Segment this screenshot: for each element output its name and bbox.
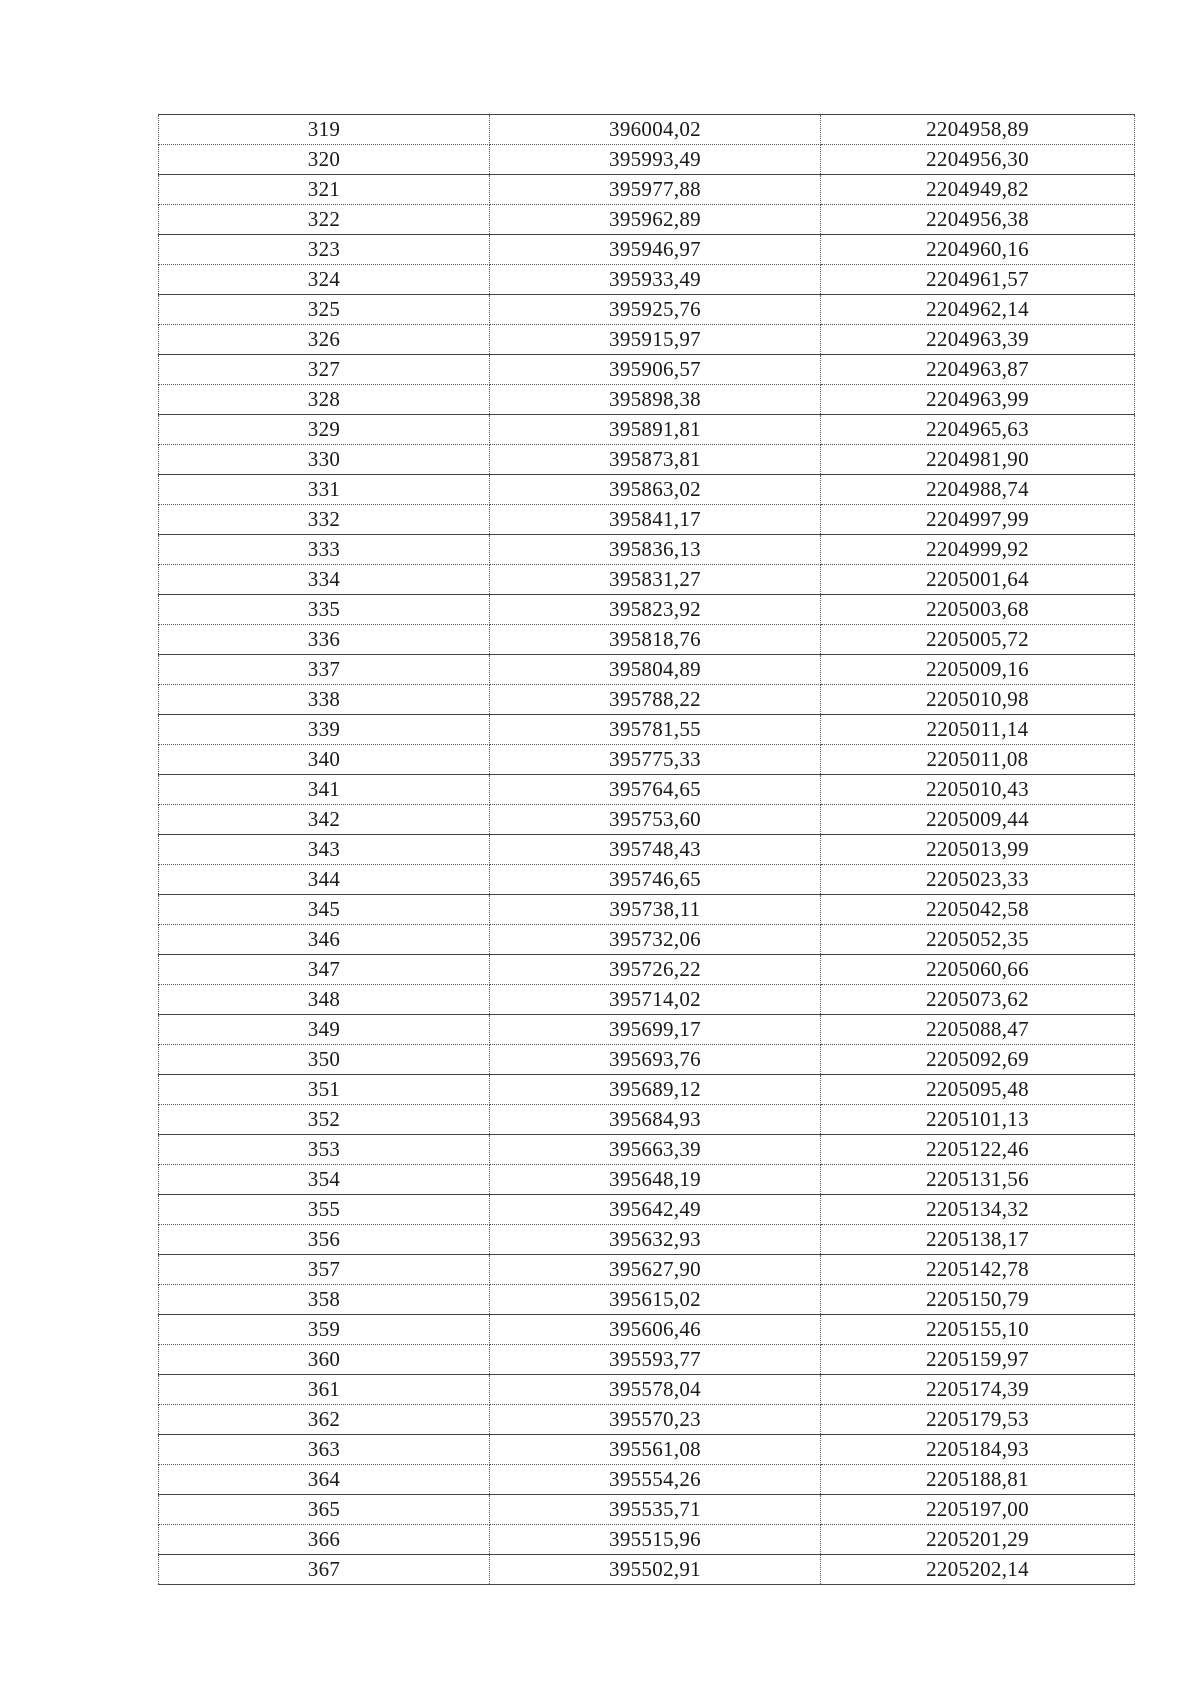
y-coordinate-cell: 2205159,97 bbox=[821, 1345, 1135, 1375]
point-number-cell: 323 bbox=[159, 235, 490, 265]
point-number-cell: 340 bbox=[159, 745, 490, 775]
x-coordinate-cell: 395764,65 bbox=[490, 775, 821, 805]
point-number-cell: 354 bbox=[159, 1165, 490, 1195]
x-coordinate-cell: 395535,71 bbox=[490, 1495, 821, 1525]
x-coordinate-cell: 395946,97 bbox=[490, 235, 821, 265]
y-coordinate-cell: 2204958,89 bbox=[821, 115, 1135, 145]
y-coordinate-cell: 2205188,81 bbox=[821, 1465, 1135, 1495]
point-number-cell: 325 bbox=[159, 295, 490, 325]
x-coordinate-cell: 395627,90 bbox=[490, 1255, 821, 1285]
point-number-cell: 320 bbox=[159, 145, 490, 175]
x-coordinate-cell: 395781,55 bbox=[490, 715, 821, 745]
x-coordinate-cell: 395642,49 bbox=[490, 1195, 821, 1225]
x-coordinate-cell: 395632,93 bbox=[490, 1225, 821, 1255]
point-number-cell: 329 bbox=[159, 415, 490, 445]
x-coordinate-cell: 396004,02 bbox=[490, 115, 821, 145]
point-number-cell: 345 bbox=[159, 895, 490, 925]
table-row bbox=[159, 1015, 1135, 1045]
point-number-cell: 361 bbox=[159, 1375, 490, 1405]
y-coordinate-cell: 2204963,39 bbox=[821, 325, 1135, 355]
y-coordinate-cell: 2205088,47 bbox=[821, 1015, 1135, 1045]
x-coordinate-cell: 395732,06 bbox=[490, 925, 821, 955]
y-coordinate-cell: 2204981,90 bbox=[821, 445, 1135, 475]
table-row bbox=[159, 1225, 1135, 1255]
y-coordinate-cell: 2205095,48 bbox=[821, 1075, 1135, 1105]
table-row bbox=[159, 235, 1135, 265]
table-row bbox=[159, 1405, 1135, 1435]
point-number-cell: 350 bbox=[159, 1045, 490, 1075]
point-number-cell: 362 bbox=[159, 1405, 490, 1435]
y-coordinate-cell: 2204956,30 bbox=[821, 145, 1135, 175]
x-coordinate-cell: 395748,43 bbox=[490, 835, 821, 865]
table-row bbox=[159, 775, 1135, 805]
point-number-cell: 360 bbox=[159, 1345, 490, 1375]
y-coordinate-cell: 2205023,33 bbox=[821, 865, 1135, 895]
x-coordinate-cell: 395873,81 bbox=[490, 445, 821, 475]
x-coordinate-cell: 395554,26 bbox=[490, 1465, 821, 1495]
y-coordinate-cell: 2204962,14 bbox=[821, 295, 1135, 325]
y-coordinate-cell: 2205013,99 bbox=[821, 835, 1135, 865]
table-row bbox=[159, 175, 1135, 205]
coordinates-table-body bbox=[159, 115, 1135, 1585]
table-row bbox=[159, 1285, 1135, 1315]
point-number-cell: 344 bbox=[159, 865, 490, 895]
point-number-cell: 331 bbox=[159, 475, 490, 505]
point-number-cell: 330 bbox=[159, 445, 490, 475]
point-number-cell: 336 bbox=[159, 625, 490, 655]
table-row bbox=[159, 685, 1135, 715]
x-coordinate-cell: 395891,81 bbox=[490, 415, 821, 445]
x-coordinate-cell: 395561,08 bbox=[490, 1435, 821, 1465]
table-row bbox=[159, 1195, 1135, 1225]
y-coordinate-cell: 2205060,66 bbox=[821, 955, 1135, 985]
table-row bbox=[159, 955, 1135, 985]
point-number-cell: 339 bbox=[159, 715, 490, 745]
point-number-cell: 366 bbox=[159, 1525, 490, 1555]
table-row bbox=[159, 1495, 1135, 1525]
x-coordinate-cell: 395898,38 bbox=[490, 385, 821, 415]
y-coordinate-cell: 2205005,72 bbox=[821, 625, 1135, 655]
x-coordinate-cell: 395863,02 bbox=[490, 475, 821, 505]
point-number-cell: 364 bbox=[159, 1465, 490, 1495]
x-coordinate-cell: 395663,39 bbox=[490, 1135, 821, 1165]
x-coordinate-cell: 395738,11 bbox=[490, 895, 821, 925]
x-coordinate-cell: 395836,13 bbox=[490, 535, 821, 565]
table-row bbox=[159, 385, 1135, 415]
table-row bbox=[159, 205, 1135, 235]
x-coordinate-cell: 395578,04 bbox=[490, 1375, 821, 1405]
x-coordinate-cell: 395502,91 bbox=[490, 1555, 821, 1585]
table-row bbox=[159, 1525, 1135, 1555]
y-coordinate-cell: 2205201,29 bbox=[821, 1525, 1135, 1555]
y-coordinate-cell: 2205011,08 bbox=[821, 745, 1135, 775]
table-row bbox=[159, 1165, 1135, 1195]
point-number-cell: 337 bbox=[159, 655, 490, 685]
x-coordinate-cell: 395648,19 bbox=[490, 1165, 821, 1195]
y-coordinate-cell: 2204963,87 bbox=[821, 355, 1135, 385]
y-coordinate-cell: 2204949,82 bbox=[821, 175, 1135, 205]
y-coordinate-cell: 2204999,92 bbox=[821, 535, 1135, 565]
x-coordinate-cell: 395714,02 bbox=[490, 985, 821, 1015]
x-coordinate-cell: 395570,23 bbox=[490, 1405, 821, 1435]
x-coordinate-cell: 395746,65 bbox=[490, 865, 821, 895]
point-number-cell: 351 bbox=[159, 1075, 490, 1105]
y-coordinate-cell: 2205179,53 bbox=[821, 1405, 1135, 1435]
y-coordinate-cell: 2205052,35 bbox=[821, 925, 1135, 955]
x-coordinate-cell: 395823,92 bbox=[490, 595, 821, 625]
table-row bbox=[159, 625, 1135, 655]
table-row bbox=[159, 475, 1135, 505]
point-number-cell: 363 bbox=[159, 1435, 490, 1465]
x-coordinate-cell: 395993,49 bbox=[490, 145, 821, 175]
y-coordinate-cell: 2205003,68 bbox=[821, 595, 1135, 625]
table-row bbox=[159, 1255, 1135, 1285]
y-coordinate-cell: 2204961,57 bbox=[821, 265, 1135, 295]
table-row bbox=[159, 415, 1135, 445]
point-number-cell: 356 bbox=[159, 1225, 490, 1255]
table-row bbox=[159, 1555, 1135, 1585]
x-coordinate-cell: 395925,76 bbox=[490, 295, 821, 325]
point-number-cell: 327 bbox=[159, 355, 490, 385]
point-number-cell: 367 bbox=[159, 1555, 490, 1585]
table-row bbox=[159, 1105, 1135, 1135]
x-coordinate-cell: 395804,89 bbox=[490, 655, 821, 685]
y-coordinate-cell: 2204963,99 bbox=[821, 385, 1135, 415]
point-number-cell: 359 bbox=[159, 1315, 490, 1345]
x-coordinate-cell: 395906,57 bbox=[490, 355, 821, 385]
table-row bbox=[159, 1075, 1135, 1105]
table-row bbox=[159, 835, 1135, 865]
table-row bbox=[159, 565, 1135, 595]
y-coordinate-cell: 2205010,98 bbox=[821, 685, 1135, 715]
y-coordinate-cell: 2205138,17 bbox=[821, 1225, 1135, 1255]
point-number-cell: 342 bbox=[159, 805, 490, 835]
table-row bbox=[159, 1435, 1135, 1465]
table-row bbox=[159, 715, 1135, 745]
table-row bbox=[159, 1375, 1135, 1405]
x-coordinate-cell: 395593,77 bbox=[490, 1345, 821, 1375]
table-row bbox=[159, 925, 1135, 955]
x-coordinate-cell: 395915,97 bbox=[490, 325, 821, 355]
point-number-cell: 328 bbox=[159, 385, 490, 415]
point-number-cell: 355 bbox=[159, 1195, 490, 1225]
y-coordinate-cell: 2205042,58 bbox=[821, 895, 1135, 925]
point-number-cell: 333 bbox=[159, 535, 490, 565]
table-row bbox=[159, 1315, 1135, 1345]
y-coordinate-cell: 2205011,14 bbox=[821, 715, 1135, 745]
point-number-cell: 334 bbox=[159, 565, 490, 595]
point-number-cell: 348 bbox=[159, 985, 490, 1015]
point-number-cell: 319 bbox=[159, 115, 490, 145]
y-coordinate-cell: 2205009,44 bbox=[821, 805, 1135, 835]
table-row bbox=[159, 1465, 1135, 1495]
point-number-cell: 324 bbox=[159, 265, 490, 295]
point-number-cell: 332 bbox=[159, 505, 490, 535]
table-row bbox=[159, 445, 1135, 475]
y-coordinate-cell: 2205101,13 bbox=[821, 1105, 1135, 1135]
table-row bbox=[159, 355, 1135, 385]
table-row bbox=[159, 745, 1135, 775]
x-coordinate-cell: 395818,76 bbox=[490, 625, 821, 655]
point-number-cell: 321 bbox=[159, 175, 490, 205]
table-row bbox=[159, 295, 1135, 325]
table-row bbox=[159, 1045, 1135, 1075]
table-row bbox=[159, 1135, 1135, 1165]
y-coordinate-cell: 2204997,99 bbox=[821, 505, 1135, 535]
point-number-cell: 343 bbox=[159, 835, 490, 865]
table-row bbox=[159, 655, 1135, 685]
point-number-cell: 335 bbox=[159, 595, 490, 625]
point-number-cell: 326 bbox=[159, 325, 490, 355]
x-coordinate-cell: 395841,17 bbox=[490, 505, 821, 535]
y-coordinate-cell: 2205202,14 bbox=[821, 1555, 1135, 1585]
x-coordinate-cell: 395699,17 bbox=[490, 1015, 821, 1045]
table-row bbox=[159, 985, 1135, 1015]
point-number-cell: 349 bbox=[159, 1015, 490, 1045]
y-coordinate-cell: 2205122,46 bbox=[821, 1135, 1135, 1165]
point-number-cell: 353 bbox=[159, 1135, 490, 1165]
x-coordinate-cell: 395689,12 bbox=[490, 1075, 821, 1105]
x-coordinate-cell: 395775,33 bbox=[490, 745, 821, 775]
table-row bbox=[159, 115, 1135, 145]
y-coordinate-cell: 2205155,10 bbox=[821, 1315, 1135, 1345]
table-row bbox=[159, 265, 1135, 295]
y-coordinate-cell: 2205073,62 bbox=[821, 985, 1135, 1015]
y-coordinate-cell: 2205092,69 bbox=[821, 1045, 1135, 1075]
table-row bbox=[159, 505, 1135, 535]
table-row bbox=[159, 535, 1135, 565]
x-coordinate-cell: 395933,49 bbox=[490, 265, 821, 295]
point-number-cell: 358 bbox=[159, 1285, 490, 1315]
table-row bbox=[159, 595, 1135, 625]
table-row bbox=[159, 1345, 1135, 1375]
x-coordinate-cell: 395788,22 bbox=[490, 685, 821, 715]
x-coordinate-cell: 395753,60 bbox=[490, 805, 821, 835]
y-coordinate-cell: 2205009,16 bbox=[821, 655, 1135, 685]
x-coordinate-cell: 395726,22 bbox=[490, 955, 821, 985]
y-coordinate-cell: 2204956,38 bbox=[821, 205, 1135, 235]
x-coordinate-cell: 395831,27 bbox=[490, 565, 821, 595]
point-number-cell: 347 bbox=[159, 955, 490, 985]
y-coordinate-cell: 2204960,16 bbox=[821, 235, 1135, 265]
x-coordinate-cell: 395962,89 bbox=[490, 205, 821, 235]
point-number-cell: 365 bbox=[159, 1495, 490, 1525]
y-coordinate-cell: 2205134,32 bbox=[821, 1195, 1135, 1225]
table-row bbox=[159, 895, 1135, 925]
table-row bbox=[159, 325, 1135, 355]
x-coordinate-cell: 395693,76 bbox=[490, 1045, 821, 1075]
y-coordinate-cell: 2204988,74 bbox=[821, 475, 1135, 505]
y-coordinate-cell: 2204965,63 bbox=[821, 415, 1135, 445]
y-coordinate-cell: 2205184,93 bbox=[821, 1435, 1135, 1465]
table-row bbox=[159, 805, 1135, 835]
x-coordinate-cell: 395977,88 bbox=[490, 175, 821, 205]
y-coordinate-cell: 2205174,39 bbox=[821, 1375, 1135, 1405]
coordinates-table bbox=[158, 114, 1135, 1585]
y-coordinate-cell: 2205001,64 bbox=[821, 565, 1135, 595]
x-coordinate-cell: 395606,46 bbox=[490, 1315, 821, 1345]
x-coordinate-cell: 395684,93 bbox=[490, 1105, 821, 1135]
point-number-cell: 357 bbox=[159, 1255, 490, 1285]
table-row bbox=[159, 865, 1135, 895]
x-coordinate-cell: 395615,02 bbox=[490, 1285, 821, 1315]
point-number-cell: 346 bbox=[159, 925, 490, 955]
point-number-cell: 341 bbox=[159, 775, 490, 805]
point-number-cell: 322 bbox=[159, 205, 490, 235]
table-row bbox=[159, 145, 1135, 175]
y-coordinate-cell: 2205150,79 bbox=[821, 1285, 1135, 1315]
y-coordinate-cell: 2205131,56 bbox=[821, 1165, 1135, 1195]
y-coordinate-cell: 2205142,78 bbox=[821, 1255, 1135, 1285]
point-number-cell: 352 bbox=[159, 1105, 490, 1135]
point-number-cell: 338 bbox=[159, 685, 490, 715]
y-coordinate-cell: 2205010,43 bbox=[821, 775, 1135, 805]
x-coordinate-cell: 395515,96 bbox=[490, 1525, 821, 1555]
y-coordinate-cell: 2205197,00 bbox=[821, 1495, 1135, 1525]
